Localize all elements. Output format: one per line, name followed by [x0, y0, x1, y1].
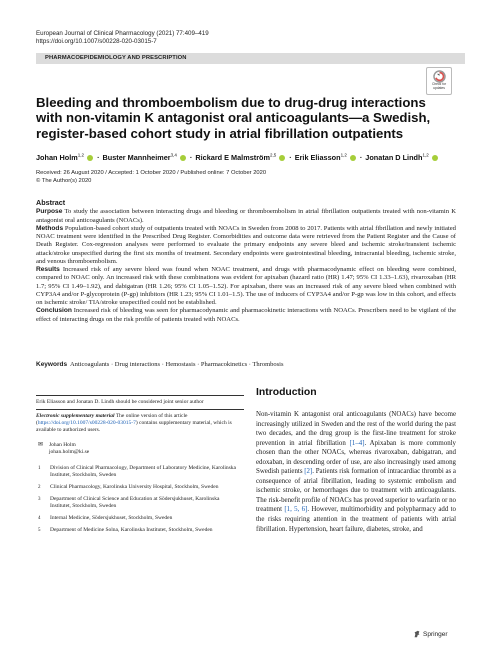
author-list: Johan Holm$^{1,2}$ · Buster Mannheimer$^{3,4}$ · Rickard E Malmström$^{2,5}$ · Erik Eliasson$^{1,2}$ · Jonatan D Lindh$^{1,2}$: [36, 151, 456, 163]
orcid-icon[interactable]: [87, 155, 93, 161]
contact: [36, 442, 244, 456]
affiliation: 1 Division of Clinical Pharmacology, Department of Laboratory Medicine, Karolinska Institutet, Stockholm, Sweden: [38, 465, 236, 478]
affiliation: 5 Department of Medicine Solna, Karolinska Institutet, Stockholm, Sweden: [38, 527, 213, 533]
keywords-label: Keywords: [36, 361, 68, 368]
abstract-conclusion: Conclusion Increased risk of bleeding was seen for pharmacodynamic and pharmacokinetic interactions with NOACs. Prescribers need to be vigilant of the effect of interacting drugs on the risk profile of patients treated with NOACs.: [36, 307, 456, 323]
orcid-icon[interactable]: [279, 155, 285, 161]
badge-line-1: Check for: [431, 82, 447, 86]
abstract-results: Results Increased risk of any severe bleed was found when NOAC treatment, and drugs with pharmacodynamic effect on bleeding were combined, compared to NOAC only. An increased risk with these combinations was evident for apixaban (hazard ratio (HR) 1.47; 95% CI 1.33–1.63), rivaroxaban (HR 1.7; 95% CI 1.49–1.92), and dabigatran (HR 1.26; 95% CI 1.05–1.52). For apixaban, there was an increased risk of any severe bleed when combined with CYP3A4 and/or P-glycoprotein (P-gp) inhibitors (HR 1.23; 95% CI 1.01–1.5). The use of inducers of CYP3A4 and/or P-gp was low in this cohort, and effects on ischemic stroke/ TIA/stroke unspecified could not be established.: [36, 266, 456, 306]
orcid-icon[interactable]: [180, 155, 186, 161]
citation-link[interactable]: [1, 5, 6]: [284, 506, 308, 514]
contact-name: Johan Holm: [49, 442, 76, 448]
keyword: Drug interactions: [114, 361, 161, 368]
esm-link[interactable]: https://doi.org/10.1007/s00228-020-03015-7: [37, 420, 136, 426]
journal-doi[interactable]: https://doi.org/10.1007/s00228-020-03015-7: [36, 38, 157, 46]
envelope-icon: ✉: [38, 442, 44, 448]
springer-horse-icon: [413, 630, 421, 638]
citation-link[interactable]: [2]: [304, 468, 313, 476]
keyword: Anticoagulants: [69, 361, 110, 368]
orcid-icon[interactable]: [350, 155, 356, 161]
article-title: Bleeding and thromboembolism due to drug-drug interactions with non-vitamin K antagonist oral anticoagulants—a Swedish, register-based cohort study in atrial fibrillation outpatients: [36, 95, 431, 141]
contact-email[interactable]: johan.holm@ki.se: [49, 449, 90, 455]
author[interactable]: Buster Mannheimer$^{3,4}$: [103, 153, 187, 162]
abstract-methods: Methods Population-based cohort study of outpatients treated with NOACs in Sweden from 2008 to 2017. Patients with atrial fibrillation and newly initiated NOAC treatment were identified in the Prescribed Drug Register. Comorbidities and outcome data were retrieved from the Patient Register and the Cause of Death Register. Cox-regression analyses were performed to evaluate the primary endpoints any severe bleed and ischemic stroke/transient ischemic attack/stroke unspecified during the first six months of treatment. Secondary endpoints were gastrointestinal bleeding, intracranial bleeding, ischemic stroke, and venous thromboembolism.: [36, 224, 456, 265]
affiliation: 4 Internal Medicine, Södersjukhuset, Stockholm, Sweden: [38, 515, 173, 521]
section-bar: PHARMACOEPIDEMIOLOGY AND PRESCRIPTION: [36, 53, 465, 64]
esm-note: Electronic supplementary material The online version of this article (https://doi.org/10.1007/s00228-020-03015-7) contains supplementary material, which is available to authorized users.: [36, 413, 232, 433]
affiliation: 3 Department of Clinical Science and Education at Södersjukhuset, Karolinska Institutet, Stockholm, Sweden: [38, 496, 220, 509]
publisher-logo: Springer: [413, 630, 448, 638]
citation-link[interactable]: [1–4]: [349, 439, 365, 447]
joint-senior-note: Erik Eliasson and Jonatan D. Lindh should be considered joint senior author: [36, 399, 204, 405]
copyright: © The Author(s) 2020: [36, 177, 92, 184]
footnote-rule: [36, 395, 244, 396]
author[interactable]: Rickard E Malmström$^{2,5}$: [195, 153, 286, 162]
article-dates: [36, 170, 266, 185]
badge-line-2: updates: [433, 85, 445, 90]
introduction-paragraph: Non-vitamin K antagonist oral anticoagulants (NOACs) have become increasingly utilized in Sweden and the rest of the world during the past two decades, and the drug group is the first-line treatment for stroke prevention in atrial fibrillation [1–4]. Apixaban is more commonly chosen than the other NOACs, whereas rivaroxaban, dabigatran, and edoxaban, in descending order of use, are also increasingly used among Swedish patients [2]. Patients risk formation of intracardiac thrombi as a consequence of atrial fibrillation, leading to systemic embolism and ischemic stroke, or hemorrhages due to treatment with anticoagulants. The risk-benefit profile of NOACs has proved superior to warfarin or no treatment [1, 5, 6]. However, multimorbidity and polypharmacy add to the risks requiring attention in the treatment of patients with atrial fibrillation. Hypertension, heart failure, diabetes, stroke, and: [256, 411, 456, 533]
abstract-purpose: Purpose To study the association between interacting drugs and bleeding or thromboembolism in atrial fibrillation outpatients treated with non-vitamin K antagonist oral anticoagulants (NOACs).: [36, 208, 456, 224]
keyword: Pharmacokinetics: [200, 361, 248, 368]
affiliation: 2 Clinical Pharmacology, Karolinska University Hospital, Stockholm, Sweden: [38, 484, 219, 490]
abstract: [36, 199, 456, 324]
footnotes-column: [36, 395, 244, 534]
orcid-icon[interactable]: [432, 155, 438, 161]
journal-citation: European Journal of Clinical Pharmacology (2021) 77:409–419: [36, 30, 209, 37]
author[interactable]: Johan Holm$^{1,2}$: [36, 153, 94, 162]
footnote-rule: [36, 409, 244, 410]
author[interactable]: Jonatan D Lindh$^{1,2}$: [365, 153, 438, 162]
introduction-heading: Introduction: [256, 387, 317, 398]
journal-header: [36, 30, 209, 47]
keyword: Thrombosis: [252, 361, 284, 368]
check-for-updates-badge[interactable]: [426, 67, 452, 95]
history-dates: Received: 26 August 2020 / Accepted: 1 October 2020 / Published online: 7 October 2020: [36, 170, 267, 176]
keywords: Keywords Anticoagulants · Drug interactions · Hemostasis · Pharmacokinetics · Thrombosis: [36, 361, 284, 368]
keyword: Hemostasis: [165, 361, 196, 368]
abstract-heading: Abstract: [36, 198, 66, 207]
author[interactable]: Erik Eliasson$^{1,2}$: [295, 153, 357, 162]
